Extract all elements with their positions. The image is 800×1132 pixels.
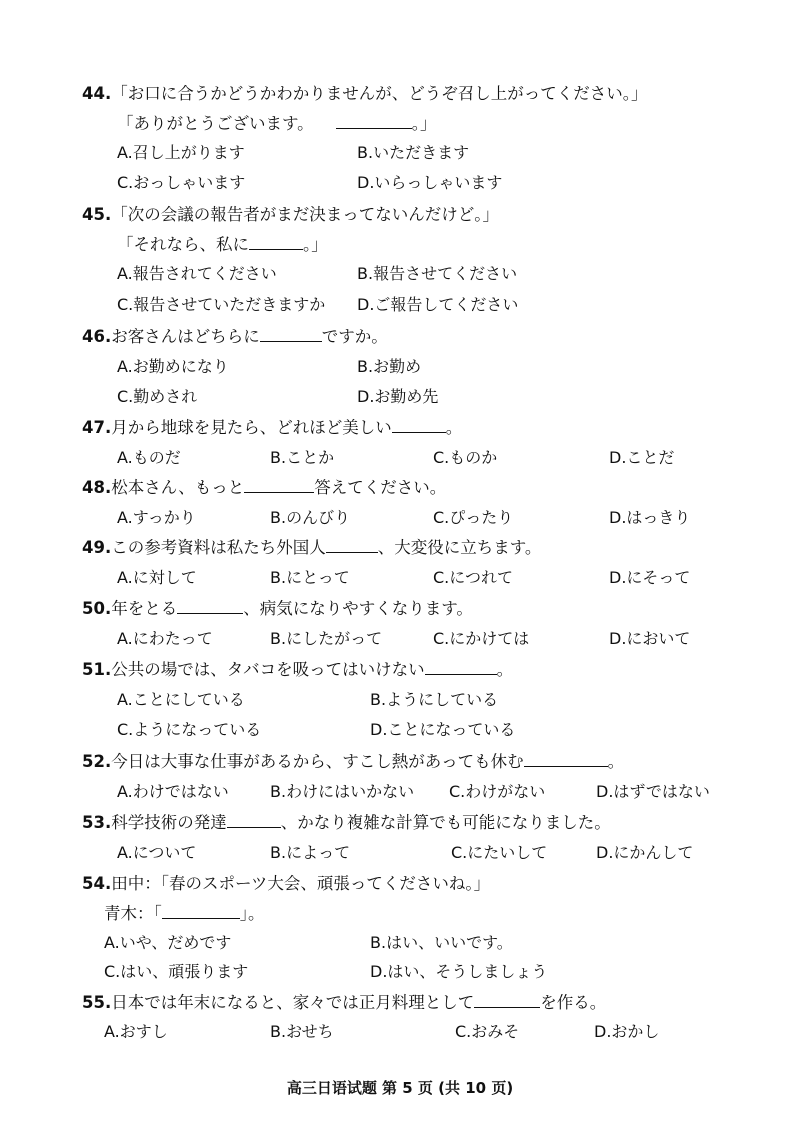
option-c: C.おみそ [455, 1022, 520, 1041]
option-c: C.おっしゃいます [117, 173, 246, 192]
stem-text: 今日は大事な仕事があるから、すこし熱があっても休む [111, 752, 524, 771]
question-stem [82, 537, 541, 559]
option-b: B.お勤め [357, 357, 422, 376]
stem-text-after: 。 [445, 418, 463, 437]
option-c: C.報告させていただきますか [117, 295, 326, 314]
question-stem [82, 83, 647, 105]
option-d: D.ことだ [609, 448, 675, 467]
option-d: D.ご報告してください [357, 295, 519, 314]
option-b: B.いただきます [357, 143, 470, 162]
answer-blank [336, 114, 412, 129]
option-c: C.わけがない [449, 782, 546, 801]
option-b: B.ようにしている [370, 690, 499, 709]
stem-text-after: 答えてください。 [314, 478, 447, 497]
option-b: B.ことか [270, 448, 335, 467]
option-d: D.にかんして [596, 843, 694, 862]
option-d: D.いらっしゃいます [357, 173, 503, 192]
option-c: C.ぴったり [433, 508, 514, 527]
answer-blank [227, 813, 281, 828]
question-stem-line-2 [104, 903, 265, 925]
question-number: 46. [82, 327, 112, 346]
question-stem-line-2 [117, 234, 328, 256]
answer-blank [260, 327, 322, 342]
option-a: A.いや、だめです [104, 933, 232, 952]
option-d: D.おかし [594, 1022, 660, 1041]
stem-text: 「それなら、私に [117, 235, 249, 254]
stem-text-after: 。 [607, 752, 625, 771]
question-stem [82, 204, 499, 226]
option-d: D.はっきり [609, 508, 691, 527]
answer-blank [474, 993, 540, 1008]
question-number: 47. [82, 418, 112, 437]
question-number: 51. [82, 660, 112, 679]
option-a: A.召し上がります [117, 143, 245, 162]
stem-text: 田中：「春のスポーツ大会、頑張ってくださいね。」 [111, 874, 491, 893]
option-d: D.にそって [609, 568, 691, 587]
option-c: C.はい、頑張ります [104, 962, 249, 981]
option-d: D.ことになっている [370, 720, 516, 739]
question-stem [82, 873, 490, 895]
option-b: B.おせち [270, 1022, 334, 1041]
question-number: 54. [82, 874, 112, 893]
answer-blank [177, 599, 243, 614]
stem-text: 月から地球を見たら、どれほど美しい [111, 418, 392, 437]
option-a: A.にわたって [117, 629, 213, 648]
option-a: A.ものだ [117, 448, 181, 467]
option-a: A.について [117, 843, 197, 862]
option-a: A.わけではない [117, 782, 229, 801]
question-number: 50. [82, 599, 112, 618]
option-d: D.はい、そうしましょう [370, 962, 548, 981]
answer-blank [244, 478, 314, 493]
question-number: 52. [82, 752, 112, 771]
option-c: C.にかけては [433, 629, 530, 648]
question-stem [82, 659, 513, 681]
stem-text: 「次の会議の報告者がまだ決まってないんだけど。」 [111, 205, 499, 224]
answer-blank [162, 904, 240, 919]
answer-blank [249, 235, 303, 250]
stem-text: 「お口に合うかどうかわかりませんが、どうぞ召し上がってください。」 [111, 84, 648, 103]
question-stem [82, 417, 462, 439]
option-d: D.はずではない [596, 782, 710, 801]
option-a: A.おすし [104, 1022, 168, 1041]
option-c: C.にたいして [451, 843, 548, 862]
question-number: 44. [82, 84, 112, 103]
option-b: B.報告させてください [357, 264, 518, 283]
option-b: B.にしたがって [270, 629, 383, 648]
option-a: A.すっかり [117, 508, 196, 527]
stem-text: 日本では年末になると、家々では正月料理として [111, 993, 475, 1012]
answer-blank [326, 538, 378, 553]
question-number: 48. [82, 478, 112, 497]
option-b: B.によって [270, 843, 351, 862]
question-stem [82, 326, 388, 348]
option-a: A.ことにしている [117, 690, 245, 709]
stem-text: 科学技術の発達 [111, 813, 227, 832]
option-b: B.にとって [270, 568, 350, 587]
stem-text: 「ありがとうございます。 [117, 114, 314, 133]
answer-blank [392, 418, 446, 433]
option-a: A.お勤めになり [117, 357, 229, 376]
option-c: C.につれて [433, 568, 513, 587]
stem-text: 年をとる [111, 599, 178, 618]
stem-text: この参考資料は私たち外国人 [111, 538, 326, 557]
option-b: B.わけにはいかない [270, 782, 415, 801]
question-stem [82, 751, 624, 773]
page-footer: 高三日语试题 第 5 页 (共 10 页) [286, 1079, 514, 1097]
option-c: C.ものか [433, 448, 498, 467]
stem-text-after: 、かなり複雑な計算でも可能になりました。 [280, 813, 611, 832]
stem-text-after: 。」 [303, 235, 328, 254]
option-d: D.お勤め先 [357, 387, 439, 406]
stem-text: 松本さん、もっと [111, 478, 245, 497]
stem-text: 公共の場では、タバコを吸ってはいけない [111, 660, 425, 679]
option-d: D.において [609, 629, 691, 648]
option-a: A.に対して [117, 568, 197, 587]
option-b: B.のんびり [270, 508, 351, 527]
question-stem [82, 477, 446, 499]
option-a: A.報告されてください [117, 264, 277, 283]
stem-text-after: 。」 [411, 114, 437, 133]
question-stem [82, 812, 611, 834]
stem-text-after: 、病気になりやすくなります。 [243, 599, 473, 618]
option-b: B.はい、いいです。 [370, 933, 513, 952]
stem-text: 青木：「 [104, 904, 162, 923]
question-stem [82, 598, 473, 620]
answer-blank [425, 660, 497, 675]
stem-text: お客さんはどちらに [111, 327, 260, 346]
question-stem [82, 992, 606, 1014]
question-number: 55. [82, 993, 112, 1012]
option-c: C.ようになっている [117, 720, 262, 739]
stem-text-after: 。 [496, 660, 514, 679]
option-c: C.勤めされ [117, 387, 198, 406]
stem-text-after: 、大変役に立ちます。 [377, 538, 542, 557]
question-number: 49. [82, 538, 112, 557]
question-number: 45. [82, 205, 112, 224]
stem-text-after: ですか。 [321, 327, 388, 346]
stem-text-after: を作る。 [540, 993, 607, 1012]
stem-text-after: 」。 [239, 904, 265, 923]
question-stem-line-2 [117, 113, 436, 135]
question-number: 53. [82, 813, 112, 832]
answer-blank [524, 752, 608, 767]
